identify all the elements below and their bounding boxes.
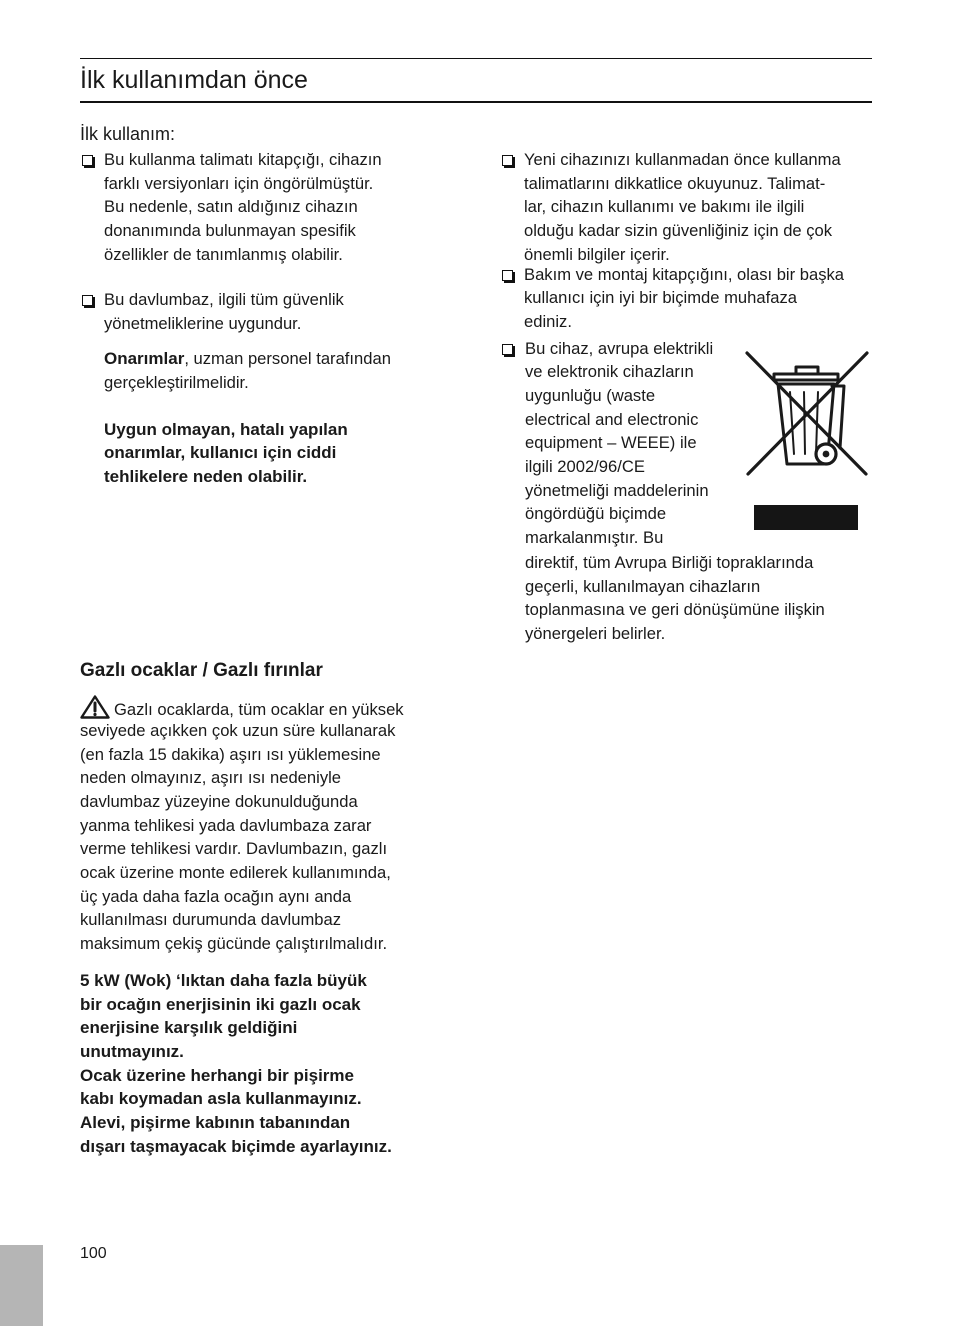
repairs-bold: Onarımlar bbox=[104, 349, 185, 368]
first-use-bullet-line: Bu kullanma talimatı kitapçığı, cihazın bbox=[104, 150, 382, 169]
first-use-bullet-line: farklı versiyonları için öngörülmüştür. bbox=[104, 174, 374, 193]
gas-paragraph-line: seviyede açıkken çok uzun süre kullanarak bbox=[80, 721, 396, 740]
gas-warning-line: enerjisine karşılık geldiğini bbox=[80, 1018, 298, 1037]
weee-bullet-line: ilgili 2002/96/CE bbox=[525, 457, 645, 476]
gas-warning-line: 5 kW (Wok) ‘lıktan daha fazla büyük bbox=[80, 971, 367, 990]
weee-bullet-line: yönergeleri belirler. bbox=[525, 624, 666, 643]
gas-paragraph-line: kullanılması durumunda davlumbaz bbox=[80, 910, 342, 929]
gas-warning-line: kabı koymadan asla kullanmayınız. bbox=[80, 1089, 362, 1108]
first-use-heading: İlk kullanım: bbox=[80, 124, 176, 144]
safety-bullet-line: Bu davlumbaz, ilgili tüm güvenlik bbox=[104, 290, 344, 309]
weee-bullet-line: geçerli, kullanılmayan cihazların bbox=[525, 577, 761, 596]
checkbox-bullet-icon bbox=[82, 155, 93, 166]
repairs-note-line: gerçekleştirilmelidir. bbox=[104, 373, 249, 392]
gas-paragraph-line: ocak üzerine monte edilerek kullanımında, bbox=[80, 863, 391, 882]
weee-bullet-line: öngördüğü biçimde bbox=[525, 504, 667, 523]
gas-warning-line: unutmayınız. bbox=[80, 1042, 184, 1061]
instructions-bullet-line: önemli bilgiler içerir. bbox=[524, 245, 670, 264]
weee-bullet-line: toplanmasına ve geri dönüşümüne ilişkin bbox=[525, 600, 825, 619]
header-rule-bottom bbox=[80, 101, 872, 103]
header-rule-top bbox=[80, 58, 872, 59]
side-tab bbox=[0, 1245, 43, 1326]
gas-warning-line: bir ocağın enerjisinin iki gazlı ocak bbox=[80, 995, 361, 1014]
gas-paragraph-first-line: Gazlı ocaklarda, tüm ocaklar en yüksek bbox=[114, 700, 404, 719]
checkbox-bullet-icon bbox=[502, 344, 513, 355]
weee-bullet-line: ve elektronik cihazların bbox=[525, 362, 694, 381]
gas-paragraph-line bbox=[80, 695, 404, 722]
warning-triangle-icon bbox=[80, 695, 110, 719]
instructions-bullet-line: lar, cihazın kullanımı ve bakımı ile ilgili bbox=[524, 197, 805, 216]
gas-paragraph-line: verme tehlikesi vardır. Davlumbazın, gazlı bbox=[80, 839, 388, 858]
weee-bullet-line: electrical and electronic bbox=[525, 410, 699, 429]
keep-manual-bullet-line: kullanıcı için iyi bir biçimde muhafaza bbox=[524, 288, 797, 307]
weee-bullet-line: markalanmıştır. Bu bbox=[525, 528, 664, 547]
instructions-bullet-line: talimatlarını dikkatlice okuyunuz. Talimat- bbox=[524, 174, 826, 193]
gas-warning-line: Alevi, pişirme kabının tabanından bbox=[80, 1113, 351, 1132]
gas-paragraph-line: neden olmayınız, aşırı ısı nedeniyle bbox=[80, 768, 342, 787]
first-use-bullet-line: özellikler de tanımlanmış olabilir. bbox=[104, 245, 343, 264]
gas-section-title: Gazlı ocaklar / Gazlı fırınlar bbox=[80, 660, 323, 681]
gas-warning-line: dışarı taşmayacak biçimde ayarlayınız. bbox=[80, 1137, 392, 1156]
weee-bullet-line: Bu cihaz, avrupa elektrikli bbox=[525, 339, 714, 358]
checkbox-bullet-icon bbox=[502, 155, 513, 166]
gas-warning-line: Ocak üzerine herhangi bir pişirme bbox=[80, 1066, 354, 1085]
page-number: 100 bbox=[80, 1245, 107, 1262]
weee-bullet-line: uygunluğu (waste bbox=[525, 386, 656, 405]
gas-paragraph-line: (en fazla 15 dakika) aşırı ısı yüklemesine bbox=[80, 745, 381, 764]
gas-paragraph-line: yanma tehlikesi yada davlumbaza zarar bbox=[80, 816, 372, 835]
gas-paragraph-line: üç yada daha fazla ocağın aynı anda bbox=[80, 887, 352, 906]
instructions-bullet-line: olduğu kadar sizin güvenliğiniz için de çok bbox=[524, 221, 833, 240]
keep-manual-bullet-line: Bakım ve montaj kitapçığını, olası bir başka bbox=[524, 265, 845, 284]
repairs-warning-line: Uygun olmayan, hatalı yapılan bbox=[104, 420, 348, 439]
checkbox-bullet-icon bbox=[502, 270, 513, 281]
repairs-rest: , uzman personel tarafından bbox=[184, 349, 391, 368]
repairs-warning-line: onarımlar, kullanıcı için ciddi bbox=[104, 443, 337, 462]
weee-marking-bar bbox=[754, 505, 858, 530]
weee-bullet-line: equipment – WEEE) ile bbox=[525, 433, 697, 452]
instructions-bullet-line: Yeni cihazınızı kullanmadan önce kullanma bbox=[524, 150, 841, 169]
first-use-bullet-line: donanımında bulunmayan spesifik bbox=[104, 221, 356, 240]
repairs-warning-line: tehlikelere neden olabilir. bbox=[104, 467, 308, 486]
safety-bullet-line: yönetmeliklerine uygundur. bbox=[104, 314, 302, 333]
weee-bullet-line: yönetmeliği maddelerinin bbox=[525, 481, 709, 500]
weee-bullet-line: direktif, tüm Avrupa Birliği topraklarında bbox=[525, 553, 814, 572]
crossed-out-wheeled-bin-icon bbox=[744, 350, 870, 480]
keep-manual-bullet-line: ediniz. bbox=[524, 312, 572, 331]
repairs-note bbox=[104, 347, 391, 371]
checkbox-bullet-icon bbox=[82, 295, 93, 306]
gas-paragraph-line: maksimum çekiş gücünde çalıştırılmalıdır. bbox=[80, 934, 388, 953]
first-use-bullet-line: Bu nedenle, satın aldığınız cihazın bbox=[104, 197, 358, 216]
page-title: İlk kullanımdan önce bbox=[80, 66, 308, 94]
gas-paragraph-line: davlumbaz yüzeyine dokunulduğunda bbox=[80, 792, 358, 811]
